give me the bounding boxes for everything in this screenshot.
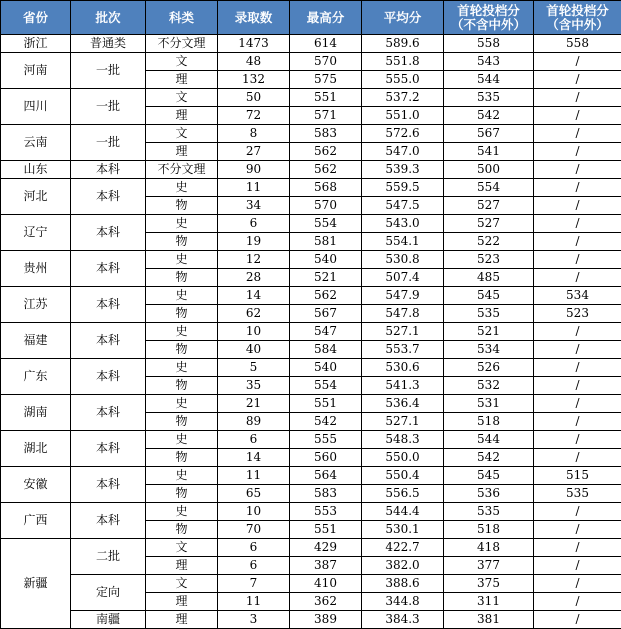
subject-cell: 物 <box>146 269 218 287</box>
first-round-incl-cell: / <box>534 179 621 197</box>
first-round-excl-cell: 542 <box>444 107 534 125</box>
first-round-incl-cell: / <box>534 269 621 287</box>
max-score-cell: 551 <box>290 521 362 539</box>
first-round-incl-cell: / <box>534 413 621 431</box>
header-first-round-excl-line1: 首轮投档分 <box>457 3 520 18</box>
first-round-excl-cell: 534 <box>444 341 534 359</box>
avg-score-cell: 547.0 <box>362 143 444 161</box>
table-row <box>1 215 621 233</box>
subject-cell: 史 <box>146 395 218 413</box>
first-round-incl-cell: / <box>534 341 621 359</box>
header-max-score: 最高分 <box>290 1 362 35</box>
avg-score-cell: 543.0 <box>362 215 444 233</box>
subject-cell: 物 <box>146 449 218 467</box>
batch-cell: 本科 <box>71 161 146 179</box>
first-round-excl-cell: 500 <box>444 161 534 179</box>
province-cell: 四川 <box>1 89 71 125</box>
admitted-cell: 14 <box>218 449 290 467</box>
table-row <box>1 287 621 305</box>
avg-score-cell: 388.6 <box>362 575 444 593</box>
max-score-cell: 389 <box>290 611 362 629</box>
max-score-cell: 564 <box>290 467 362 485</box>
first-round-incl-cell: 523 <box>534 305 621 323</box>
batch-cell: 定向 <box>71 575 146 611</box>
header-first-round-incl <box>534 1 621 35</box>
subject-cell: 史 <box>146 179 218 197</box>
admitted-cell: 48 <box>218 53 290 71</box>
batch-cell: 一批 <box>71 125 146 161</box>
subject-cell: 文 <box>146 89 218 107</box>
subject-cell: 文 <box>146 539 218 557</box>
province-cell: 新疆 <box>1 539 71 629</box>
province-cell: 安徽 <box>1 467 71 503</box>
admitted-cell: 1473 <box>218 35 290 53</box>
max-score-cell: 575 <box>290 71 362 89</box>
admitted-cell: 27 <box>218 143 290 161</box>
table-row <box>1 575 621 593</box>
batch-cell: 本科 <box>71 431 146 467</box>
avg-score-cell: 344.8 <box>362 593 444 611</box>
table-row <box>1 161 621 179</box>
avg-score-cell: 544.4 <box>362 503 444 521</box>
batch-cell: 本科 <box>71 395 146 431</box>
avg-score-cell: 530.1 <box>362 521 444 539</box>
first-round-incl-cell: 515 <box>534 467 621 485</box>
header-first-round-incl-line2: （含中外） <box>546 17 609 32</box>
province-cell: 广东 <box>1 359 71 395</box>
first-round-incl-cell: / <box>534 233 621 251</box>
first-round-excl-cell: 381 <box>444 611 534 629</box>
avg-score-cell: 548.3 <box>362 431 444 449</box>
subject-cell: 物 <box>146 197 218 215</box>
avg-score-cell: 555.0 <box>362 71 444 89</box>
subject-cell: 史 <box>146 251 218 269</box>
max-score-cell: 540 <box>290 251 362 269</box>
admitted-cell: 6 <box>218 539 290 557</box>
table-row <box>1 179 621 197</box>
first-round-incl-cell: 534 <box>534 287 621 305</box>
first-round-excl-cell: 527 <box>444 197 534 215</box>
table-row <box>1 503 621 521</box>
batch-cell: 本科 <box>71 359 146 395</box>
subject-cell: 物 <box>146 413 218 431</box>
subject-cell: 不分文理 <box>146 35 218 53</box>
avg-score-cell: 547.9 <box>362 287 444 305</box>
max-score-cell: 387 <box>290 557 362 575</box>
table-row <box>1 539 621 557</box>
avg-score-cell: 507.4 <box>362 269 444 287</box>
first-round-incl-cell: / <box>534 377 621 395</box>
province-cell: 湖北 <box>1 431 71 467</box>
admitted-cell: 6 <box>218 215 290 233</box>
max-score-cell: 429 <box>290 539 362 557</box>
batch-cell: 本科 <box>71 287 146 323</box>
max-score-cell: 554 <box>290 377 362 395</box>
first-round-excl-cell: 544 <box>444 431 534 449</box>
header-batch: 批次 <box>71 1 146 35</box>
first-round-incl-cell: / <box>534 107 621 125</box>
first-round-excl-cell: 531 <box>444 395 534 413</box>
max-score-cell: 551 <box>290 89 362 107</box>
max-score-cell: 614 <box>290 35 362 53</box>
batch-cell: 南疆 <box>71 611 146 629</box>
avg-score-cell: 530.6 <box>362 359 444 377</box>
admitted-cell: 14 <box>218 287 290 305</box>
admitted-cell: 62 <box>218 305 290 323</box>
first-round-incl-cell: / <box>534 251 621 269</box>
max-score-cell: 553 <box>290 503 362 521</box>
max-score-cell: 571 <box>290 107 362 125</box>
subject-cell: 文 <box>146 125 218 143</box>
admitted-cell: 12 <box>218 251 290 269</box>
batch-cell: 一批 <box>71 53 146 89</box>
admitted-cell: 10 <box>218 323 290 341</box>
subject-cell: 文 <box>146 53 218 71</box>
first-round-excl-cell: 558 <box>444 35 534 53</box>
header-avg-score: 平均分 <box>362 1 444 35</box>
avg-score-cell: 554.1 <box>362 233 444 251</box>
avg-score-cell: 550.4 <box>362 467 444 485</box>
max-score-cell: 547 <box>290 323 362 341</box>
table-row <box>1 359 621 377</box>
province-cell: 浙江 <box>1 35 71 53</box>
max-score-cell: 362 <box>290 593 362 611</box>
avg-score-cell: 556.5 <box>362 485 444 503</box>
province-cell: 湖南 <box>1 395 71 431</box>
batch-cell: 本科 <box>71 503 146 539</box>
subject-cell: 史 <box>146 431 218 449</box>
first-round-incl-cell: / <box>534 575 621 593</box>
first-round-incl-cell: / <box>534 359 621 377</box>
subject-cell: 史 <box>146 287 218 305</box>
subject-cell: 物 <box>146 341 218 359</box>
province-cell: 贵州 <box>1 251 71 287</box>
first-round-excl-cell: 418 <box>444 539 534 557</box>
first-round-excl-cell: 567 <box>444 125 534 143</box>
subject-cell: 理 <box>146 611 218 629</box>
province-cell: 山东 <box>1 161 71 179</box>
max-score-cell: 562 <box>290 161 362 179</box>
avg-score-cell: 547.8 <box>362 305 444 323</box>
subject-cell: 理 <box>146 143 218 161</box>
first-round-excl-cell: 532 <box>444 377 534 395</box>
subject-cell: 物 <box>146 305 218 323</box>
batch-cell: 本科 <box>71 467 146 503</box>
first-round-excl-cell: 311 <box>444 593 534 611</box>
subject-cell: 史 <box>146 215 218 233</box>
admitted-cell: 70 <box>218 521 290 539</box>
first-round-incl-cell: / <box>534 593 621 611</box>
max-score-cell: 540 <box>290 359 362 377</box>
batch-cell: 本科 <box>71 215 146 251</box>
first-round-incl-cell: / <box>534 521 621 539</box>
admitted-cell: 6 <box>218 431 290 449</box>
province-cell: 广西 <box>1 503 71 539</box>
province-cell: 辽宁 <box>1 215 71 251</box>
first-round-incl-cell: / <box>534 197 621 215</box>
first-round-excl-cell: 543 <box>444 53 534 71</box>
max-score-cell: 567 <box>290 305 362 323</box>
first-round-incl-cell: / <box>534 143 621 161</box>
first-round-excl-cell: 377 <box>444 557 534 575</box>
first-round-excl-cell: 536 <box>444 485 534 503</box>
first-round-excl-cell: 518 <box>444 521 534 539</box>
first-round-incl-cell: / <box>534 557 621 575</box>
first-round-incl-cell: / <box>534 323 621 341</box>
first-round-excl-cell: 542 <box>444 449 534 467</box>
max-score-cell: 581 <box>290 233 362 251</box>
subject-cell: 史 <box>146 323 218 341</box>
first-round-excl-cell: 541 <box>444 143 534 161</box>
subject-cell: 物 <box>146 233 218 251</box>
table-row <box>1 53 621 71</box>
avg-score-cell: 384.3 <box>362 611 444 629</box>
first-round-incl-cell: / <box>534 71 621 89</box>
admitted-cell: 21 <box>218 395 290 413</box>
max-score-cell: 555 <box>290 431 362 449</box>
batch-cell: 一批 <box>71 89 146 125</box>
first-round-incl-cell: / <box>534 89 621 107</box>
province-cell: 云南 <box>1 125 71 161</box>
table-row <box>1 125 621 143</box>
batch-cell: 本科 <box>71 323 146 359</box>
admitted-cell: 7 <box>218 575 290 593</box>
first-round-incl-cell: 535 <box>534 485 621 503</box>
subject-cell: 史 <box>146 359 218 377</box>
subject-cell: 理 <box>146 593 218 611</box>
subject-cell: 史 <box>146 467 218 485</box>
first-round-incl-cell: / <box>534 539 621 557</box>
first-round-excl-cell: 544 <box>444 71 534 89</box>
admitted-cell: 11 <box>218 593 290 611</box>
header-row <box>1 1 621 35</box>
first-round-excl-cell: 485 <box>444 269 534 287</box>
first-round-excl-cell: 518 <box>444 413 534 431</box>
province-cell: 河北 <box>1 179 71 215</box>
max-score-cell: 568 <box>290 179 362 197</box>
first-round-incl-cell: / <box>534 395 621 413</box>
first-round-incl-cell: / <box>534 611 621 629</box>
table-row <box>1 611 621 629</box>
admitted-cell: 132 <box>218 71 290 89</box>
admitted-cell: 72 <box>218 107 290 125</box>
avg-score-cell: 553.7 <box>362 341 444 359</box>
avg-score-cell: 551.0 <box>362 107 444 125</box>
admitted-cell: 19 <box>218 233 290 251</box>
avg-score-cell: 530.8 <box>362 251 444 269</box>
first-round-incl-cell: / <box>534 125 621 143</box>
first-round-excl-cell: 522 <box>444 233 534 251</box>
first-round-excl-cell: 554 <box>444 179 534 197</box>
table-row <box>1 467 621 485</box>
max-score-cell: 551 <box>290 395 362 413</box>
avg-score-cell: 537.2 <box>362 89 444 107</box>
table-row <box>1 251 621 269</box>
avg-score-cell: 541.3 <box>362 377 444 395</box>
max-score-cell: 560 <box>290 449 362 467</box>
province-cell: 河南 <box>1 53 71 89</box>
first-round-excl-cell: 535 <box>444 503 534 521</box>
first-round-excl-cell: 535 <box>444 89 534 107</box>
max-score-cell: 542 <box>290 413 362 431</box>
first-round-incl-cell: / <box>534 161 621 179</box>
header-first-round-incl-line1: 首轮投档分 <box>546 3 609 18</box>
max-score-cell: 562 <box>290 287 362 305</box>
subject-cell: 理 <box>146 71 218 89</box>
first-round-excl-cell: 375 <box>444 575 534 593</box>
max-score-cell: 583 <box>290 485 362 503</box>
avg-score-cell: 547.5 <box>362 197 444 215</box>
avg-score-cell: 536.4 <box>362 395 444 413</box>
header-first-round-excl-line2: （不含中外） <box>451 17 526 32</box>
max-score-cell: 583 <box>290 125 362 143</box>
max-score-cell: 584 <box>290 341 362 359</box>
table-row <box>1 431 621 449</box>
batch-cell: 二批 <box>71 539 146 575</box>
avg-score-cell: 551.8 <box>362 53 444 71</box>
subject-cell: 文 <box>146 575 218 593</box>
subject-cell: 理 <box>146 557 218 575</box>
avg-score-cell: 422.7 <box>362 539 444 557</box>
max-score-cell: 570 <box>290 197 362 215</box>
admitted-cell: 34 <box>218 197 290 215</box>
max-score-cell: 521 <box>290 269 362 287</box>
first-round-excl-cell: 535 <box>444 305 534 323</box>
province-cell: 江苏 <box>1 287 71 323</box>
first-round-incl-cell: / <box>534 53 621 71</box>
avg-score-cell: 527.1 <box>362 413 444 431</box>
first-round-incl-cell: / <box>534 431 621 449</box>
avg-score-cell: 550.0 <box>362 449 444 467</box>
admitted-cell: 5 <box>218 359 290 377</box>
avg-score-cell: 382.0 <box>362 557 444 575</box>
admitted-cell: 28 <box>218 269 290 287</box>
admitted-cell: 10 <box>218 503 290 521</box>
batch-cell: 本科 <box>71 251 146 287</box>
avg-score-cell: 589.6 <box>362 35 444 53</box>
avg-score-cell: 572.6 <box>362 125 444 143</box>
first-round-excl-cell: 526 <box>444 359 534 377</box>
header-subject: 科类 <box>146 1 218 35</box>
admitted-cell: 35 <box>218 377 290 395</box>
admitted-cell: 65 <box>218 485 290 503</box>
admitted-cell: 90 <box>218 161 290 179</box>
admitted-cell: 8 <box>218 125 290 143</box>
max-score-cell: 410 <box>290 575 362 593</box>
first-round-incl-cell: / <box>534 503 621 521</box>
table-row <box>1 89 621 107</box>
subject-cell: 物 <box>146 485 218 503</box>
admitted-cell: 89 <box>218 413 290 431</box>
admitted-cell: 11 <box>218 467 290 485</box>
max-score-cell: 562 <box>290 143 362 161</box>
max-score-cell: 554 <box>290 215 362 233</box>
province-cell: 福建 <box>1 323 71 359</box>
subject-cell: 物 <box>146 377 218 395</box>
first-round-incl-cell: 558 <box>534 35 621 53</box>
first-round-incl-cell: / <box>534 449 621 467</box>
table-row <box>1 323 621 341</box>
header-admitted: 录取数 <box>218 1 290 35</box>
table-row <box>1 35 621 53</box>
subject-cell: 史 <box>146 503 218 521</box>
admitted-cell: 11 <box>218 179 290 197</box>
first-round-excl-cell: 523 <box>444 251 534 269</box>
avg-score-cell: 559.5 <box>362 179 444 197</box>
avg-score-cell: 527.1 <box>362 323 444 341</box>
header-province: 省份 <box>1 1 71 35</box>
subject-cell: 理 <box>146 107 218 125</box>
max-score-cell: 570 <box>290 53 362 71</box>
header-first-round-excl <box>444 1 534 35</box>
batch-cell: 本科 <box>71 179 146 215</box>
first-round-excl-cell: 527 <box>444 215 534 233</box>
subject-cell: 物 <box>146 521 218 539</box>
first-round-excl-cell: 521 <box>444 323 534 341</box>
admitted-cell: 50 <box>218 89 290 107</box>
admitted-cell: 40 <box>218 341 290 359</box>
avg-score-cell: 539.3 <box>362 161 444 179</box>
subject-cell: 不分文理 <box>146 161 218 179</box>
first-round-excl-cell: 545 <box>444 287 534 305</box>
admitted-cell: 3 <box>218 611 290 629</box>
admitted-cell: 6 <box>218 557 290 575</box>
first-round-incl-cell: / <box>534 215 621 233</box>
first-round-excl-cell: 545 <box>444 467 534 485</box>
table-row <box>1 395 621 413</box>
batch-cell: 普通类 <box>71 35 146 53</box>
